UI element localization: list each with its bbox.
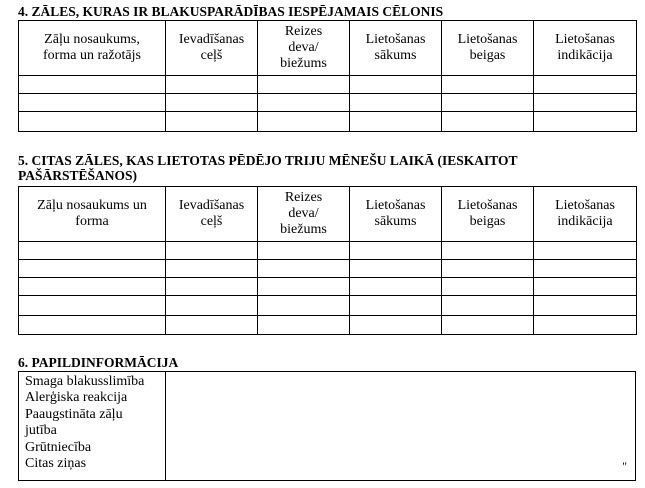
table-cell[interactable]	[258, 316, 350, 335]
header-end-date: Lietošanas beigas	[442, 187, 534, 242]
table-cell[interactable]	[166, 112, 258, 132]
table-cell[interactable]	[166, 260, 258, 278]
table-row	[19, 316, 637, 335]
table-cell[interactable]	[350, 316, 442, 335]
table-row	[19, 242, 637, 260]
table-cell[interactable]	[19, 242, 166, 260]
table-cell[interactable]	[534, 278, 637, 296]
table-cell[interactable]	[442, 296, 534, 316]
table-cell[interactable]	[534, 260, 637, 278]
table-cell[interactable]	[350, 278, 442, 296]
table-cell[interactable]	[19, 112, 166, 132]
label-allergic-reaction: Alerģiska reakcija	[25, 390, 128, 406]
table-cell[interactable]	[19, 260, 166, 278]
table-cell[interactable]	[258, 278, 350, 296]
header-indication: Lietošanas indikācija	[534, 21, 637, 76]
label-drug-hypersensitivity: Paaugstināta zāļu	[25, 406, 123, 422]
table-row	[19, 296, 637, 316]
section-4-title: 4. ZĀLES, KURAS IR BLAKUSPARĀDĪBAS IESPĒJAMAIS CĒLONIS	[18, 4, 444, 19]
additional-info-field[interactable]	[166, 372, 635, 480]
label-other-information: Citas ziņas	[25, 456, 87, 472]
table-row	[19, 260, 637, 278]
header-dose-frequency: Reizes deva/ biežums	[258, 187, 350, 242]
table-cell[interactable]	[534, 242, 637, 260]
table-cell[interactable]	[350, 76, 442, 94]
table-cell[interactable]	[442, 242, 534, 260]
table-cell[interactable]	[258, 242, 350, 260]
table-cell[interactable]	[258, 112, 350, 132]
table-cell[interactable]	[350, 94, 442, 112]
table-cell[interactable]	[534, 316, 637, 335]
table-cell[interactable]	[166, 76, 258, 94]
table-row	[19, 112, 637, 132]
label-drug-hypersensitivity-cont: jutība	[25, 423, 57, 439]
table-header-row	[19, 187, 637, 242]
header-start-date: Lietošanas sākums	[350, 21, 442, 76]
table-cell[interactable]	[442, 76, 534, 94]
header-dose-frequency: Reizes deva/ biežums	[258, 21, 350, 76]
table-cell[interactable]	[350, 112, 442, 132]
table-cell[interactable]	[166, 316, 258, 335]
table-cell[interactable]	[258, 296, 350, 316]
section-5-title-line-2: PAŠĀRSTĒŠANOS)	[18, 168, 138, 183]
header-drug-name-form: Zāļu nosaukums un forma	[19, 187, 166, 242]
table-cell[interactable]	[166, 278, 258, 296]
table-row	[19, 278, 637, 296]
closing-quote-mark: "	[622, 459, 627, 473]
table-cell[interactable]	[166, 296, 258, 316]
table-cell[interactable]	[534, 94, 637, 112]
table-cell[interactable]	[19, 76, 166, 94]
header-administration-route: Ievadīšanas ceļš	[166, 21, 258, 76]
header-drug-name-form-manufacturer: Zāļu nosaukums, forma un ražotājs	[19, 21, 166, 76]
table-cell[interactable]	[258, 94, 350, 112]
section-4-table	[18, 20, 637, 132]
table-cell[interactable]	[19, 278, 166, 296]
table-cell[interactable]	[166, 94, 258, 112]
table-header-row	[19, 21, 637, 76]
header-end-date: Lietošanas beigas	[442, 21, 534, 76]
header-indication: Lietošanas indikācija	[534, 187, 637, 242]
table-cell[interactable]	[258, 260, 350, 278]
table-cell[interactable]	[19, 296, 166, 316]
additional-info-box	[18, 371, 636, 481]
table-cell[interactable]	[442, 112, 534, 132]
section-6-title: 6. PAPILDINFORMĀCIJA	[18, 355, 179, 370]
additional-info-labels	[19, 372, 166, 480]
section-5-table	[18, 186, 637, 335]
table-row	[19, 76, 637, 94]
table-cell[interactable]	[19, 94, 166, 112]
header-administration-route: Ievadīšanas ceļš	[166, 187, 258, 242]
section-5-title-line-1: 5. CITAS ZĀLES, KAS LIETOTAS PĒDĒJO TRIJU MĒNEŠU LAIKĀ (IESKAITOT	[18, 153, 518, 168]
table-cell[interactable]	[350, 260, 442, 278]
table-cell[interactable]	[534, 296, 637, 316]
table-cell[interactable]	[19, 316, 166, 335]
label-pregnancy: Grūtniecība	[25, 439, 92, 455]
table-cell[interactable]	[166, 242, 258, 260]
table-cell[interactable]	[350, 296, 442, 316]
table-cell[interactable]	[258, 76, 350, 94]
table-row	[19, 94, 637, 112]
table-cell[interactable]	[442, 260, 534, 278]
table-cell[interactable]	[350, 242, 442, 260]
table-cell[interactable]	[442, 278, 534, 296]
header-start-date: Lietošanas sākums	[350, 187, 442, 242]
label-serious-comorbidity: Smaga blakusslimība	[25, 374, 145, 389]
table-cell[interactable]	[534, 112, 637, 132]
table-cell[interactable]	[534, 76, 637, 94]
table-cell[interactable]	[442, 94, 534, 112]
table-cell[interactable]	[442, 316, 534, 335]
